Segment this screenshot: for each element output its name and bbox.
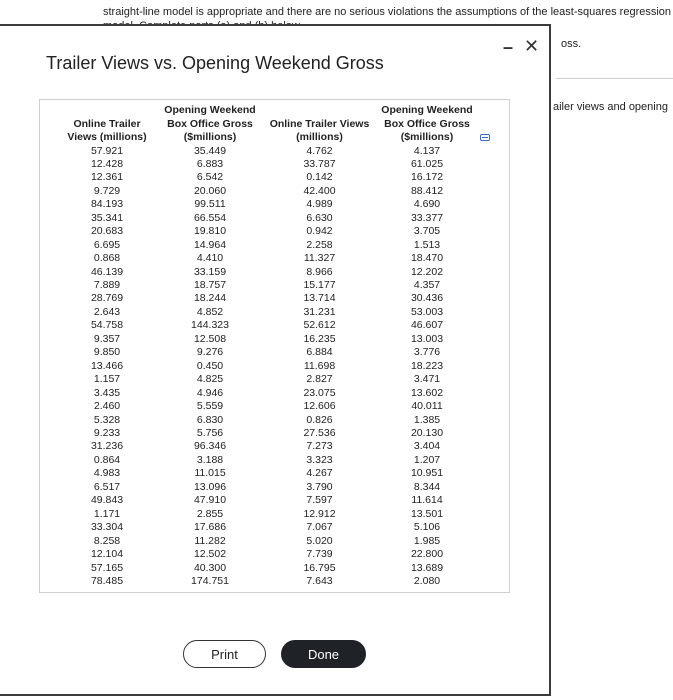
table-cell: 15.177: [303, 279, 336, 292]
table-cell: 5.328: [93, 413, 121, 426]
table-cell: 13.501: [410, 507, 444, 520]
table-cell: 18.223: [410, 359, 444, 372]
table-cell: 16.235: [303, 332, 336, 345]
table-cell: 8.344: [413, 480, 441, 493]
dialog-title: Trailer Views vs. Opening Weekend Gross: [46, 53, 384, 73]
table-cell: 9.729: [93, 184, 121, 197]
table-header-row: [60, 104, 481, 145]
table-cell: 6.517: [93, 480, 121, 493]
table-cell: 31.236: [90, 440, 124, 453]
table-cell: 49.843: [90, 494, 124, 507]
table-cell: 84.193: [90, 198, 124, 211]
background-top-line: straight-line model is appropriate and there are no serious violations the assumptions of the least-squares regression: [103, 6, 672, 18]
table-cell: 13.714: [303, 292, 336, 305]
table-row: [60, 306, 481, 319]
table-cell: 2.258: [306, 238, 333, 251]
table-row: [60, 266, 481, 279]
table-row: [60, 279, 481, 292]
table-cell: 3.776: [413, 346, 441, 359]
table-cell: 4.762: [306, 144, 333, 157]
table-cell: 6.883: [196, 157, 224, 170]
table-cell: 4.137: [413, 144, 441, 157]
table-cell: 11.282: [194, 534, 226, 547]
table-cell: 27.536: [303, 427, 336, 440]
table-cell: 12.104: [90, 548, 124, 561]
table-cell: 174.751: [191, 575, 229, 587]
table-body: [60, 145, 481, 589]
table-cell: 3.404: [413, 440, 441, 453]
table-row: [60, 225, 481, 238]
table-cell: 5.559: [196, 400, 224, 413]
table-row: [60, 440, 481, 453]
table-cell: 16.172: [410, 171, 444, 184]
table-cell: 0.864: [93, 453, 121, 466]
table-cell: 7.889: [93, 279, 121, 292]
table-cell: 46.139: [90, 265, 124, 278]
table-cell: 2.643: [93, 305, 121, 318]
table-cell: 0.942: [306, 225, 333, 238]
table-row: [60, 400, 481, 413]
table-cell: 52.612: [303, 319, 336, 332]
table-cell: 14.964: [193, 238, 227, 251]
table-cell: 9.357: [93, 332, 121, 345]
table-row: [60, 454, 481, 467]
table-cell: 7.273: [306, 440, 333, 453]
table-cell: 13.689: [410, 561, 444, 574]
table-cell: 3.705: [413, 225, 441, 238]
table-cell: 4.410: [196, 252, 224, 265]
table-cell: 6.830: [196, 413, 224, 426]
table-cell: 2.827: [306, 373, 333, 386]
close-icon[interactable]: ✕: [524, 36, 540, 56]
table-cell: 12.606: [303, 400, 336, 413]
table-cell: 7.643: [306, 575, 333, 587]
table-cell: 46.607: [410, 319, 444, 332]
table-row: [60, 575, 481, 588]
table-cell: 10.951: [410, 467, 444, 480]
table-cell: 61.025: [410, 157, 444, 170]
done-button[interactable]: Done: [281, 640, 366, 668]
table-row: [60, 467, 481, 480]
header-box-office-2: Opening Weekend Box Office Gross ($millions): [381, 104, 473, 143]
table-cell: 12.361: [90, 171, 124, 184]
table-cell: 0.142: [306, 171, 333, 184]
table-cell: 13.003: [410, 332, 444, 345]
table-row: [60, 292, 481, 305]
table-cell: 35.449: [193, 144, 227, 157]
table-row: [60, 239, 481, 252]
table-cell: 4.983: [93, 467, 121, 480]
header-trailer-views-1: Online Trailer Views (millions): [67, 117, 147, 143]
table-cell: 12.202: [410, 265, 444, 278]
table-cell: 13.466: [90, 359, 124, 372]
table-cell: 9.233: [93, 427, 121, 440]
table-cell: 5.756: [196, 427, 224, 440]
table-cell: 2.080: [413, 575, 441, 587]
background-fragment-1: oss.: [561, 38, 582, 50]
table-cell: 4.946: [196, 386, 224, 399]
table-cell: 31.231: [303, 305, 336, 318]
table-cell: 11.015: [194, 467, 226, 480]
table-row: [60, 387, 481, 400]
table-cell: 20.060: [193, 184, 227, 197]
table-row: [60, 481, 481, 494]
table-row: [60, 508, 481, 521]
table-cell: 6.630: [306, 211, 333, 224]
table-cell: 9.850: [93, 346, 121, 359]
table-cell: 13.602: [410, 386, 444, 399]
table-row: [60, 548, 481, 561]
table-cell: 1.385: [413, 413, 441, 426]
table-cell: 66.554: [193, 211, 227, 224]
table-cell: 18.757: [193, 279, 227, 292]
table-cell: 99.511: [194, 198, 226, 211]
table-cell: 19.810: [193, 225, 227, 238]
background-divider: [556, 78, 673, 79]
data-table-container: [39, 99, 510, 593]
table-cell: 1.207: [413, 453, 441, 466]
table-cell: 17.686: [193, 521, 227, 534]
table-cell: 7.067: [306, 521, 333, 534]
table-cell: 88.412: [410, 184, 444, 197]
table-cell: 11.327: [303, 252, 336, 265]
table-row: [60, 562, 481, 575]
table-cell: 6.542: [196, 171, 224, 184]
table-row: [60, 333, 481, 346]
table-cell: 40.011: [411, 400, 443, 413]
table-cell: 4.989: [306, 198, 333, 211]
table-cell: 6.695: [93, 238, 121, 251]
table-cell: 3.323: [306, 453, 333, 466]
table-cell: 12.502: [193, 548, 227, 561]
table-cell: 1.513: [413, 238, 441, 251]
table-cell: 4.267: [306, 467, 333, 480]
table-cell: 3.188: [196, 453, 224, 466]
table-cell: 33.377: [410, 211, 444, 224]
table-row: [60, 414, 481, 427]
table-row: [60, 427, 481, 440]
table-cell: 0.826: [306, 413, 333, 426]
header-trailer-views-2: Online Trailer Views (millions): [269, 117, 370, 143]
minimize-icon[interactable]: –: [503, 37, 514, 57]
table-cell: 96.346: [193, 440, 227, 453]
table-row: [60, 535, 481, 548]
table-cell: 0.450: [196, 359, 224, 372]
table-row: [60, 521, 481, 534]
table-cell: 11.614: [411, 494, 443, 507]
table-row: [60, 145, 481, 158]
table-cell: 1.157: [93, 373, 121, 386]
table-cell: 23.075: [303, 386, 336, 399]
table-row: [60, 346, 481, 359]
table-cell: 144.323: [191, 319, 229, 332]
table-row: [60, 360, 481, 373]
table-row: [60, 198, 481, 211]
table-cell: 4.852: [196, 305, 224, 318]
table-row: [60, 373, 481, 386]
table-cell: 7.597: [306, 494, 333, 507]
background-fragment-2: ailer views and opening: [553, 101, 668, 113]
table-cell: 20.130: [410, 427, 444, 440]
table-cell: 0.868: [93, 252, 121, 265]
table-cell: 35.341: [90, 211, 124, 224]
table-cell: 78.485: [90, 575, 124, 587]
table-row: [60, 252, 481, 265]
table-row: [60, 319, 481, 332]
table-cell: 4.825: [196, 373, 224, 386]
table-cell: 8.966: [306, 265, 333, 278]
table-cell: 5.106: [413, 521, 441, 534]
table-cell: 53.003: [410, 305, 444, 318]
header-box-office-1: Opening Weekend Box Office Gross ($millions): [164, 104, 256, 143]
table-cell: 4.357: [413, 279, 441, 292]
table-cell: 5.020: [306, 534, 333, 547]
table-cell: 6.884: [306, 346, 333, 359]
table-cell: 47.910: [193, 494, 227, 507]
table-cell: 28.769: [90, 292, 124, 305]
table-cell: 40.300: [193, 561, 227, 574]
table-cell: 30.436: [410, 292, 444, 305]
copy-icon[interactable]: [480, 133, 490, 142]
table-cell: 42.400: [303, 184, 336, 197]
table-cell: 18.470: [410, 252, 444, 265]
table-row: [60, 494, 481, 507]
table-cell: 57.921: [90, 144, 124, 157]
table-cell: 13.096: [193, 480, 227, 493]
data-table-dialog: [0, 24, 551, 696]
table-cell: 12.912: [303, 507, 336, 520]
table-cell: 22.800: [410, 548, 444, 561]
print-button[interactable]: Print: [183, 640, 266, 668]
table-row: [60, 171, 481, 184]
table-cell: 9.276: [196, 346, 224, 359]
table-cell: 8.258: [93, 534, 121, 547]
data-table: [60, 104, 481, 588]
table-cell: 33.304: [90, 521, 124, 534]
table-cell: 11.698: [303, 359, 336, 372]
table-cell: 7.739: [306, 548, 333, 561]
table-cell: 4.690: [413, 198, 441, 211]
table-cell: 54.758: [90, 319, 124, 332]
table-cell: 12.508: [193, 332, 227, 345]
table-cell: 33.787: [303, 157, 336, 170]
table-cell: 1.171: [93, 507, 121, 520]
table-row: [60, 158, 481, 171]
table-cell: 2.855: [196, 507, 224, 520]
table-cell: 57.165: [90, 561, 124, 574]
table-cell: 3.471: [413, 373, 441, 386]
table-cell: 3.790: [306, 480, 333, 493]
table-row: [60, 185, 481, 198]
table-cell: 33.159: [193, 265, 227, 278]
table-row: [60, 212, 481, 225]
table-cell: 1.985: [413, 534, 441, 547]
table-cell: 2.460: [93, 400, 121, 413]
table-cell: 20.683: [90, 225, 124, 238]
table-cell: 12.428: [90, 157, 124, 170]
table-cell: 16.795: [303, 561, 336, 574]
table-cell: 18.244: [193, 292, 227, 305]
table-cell: 3.435: [93, 386, 121, 399]
